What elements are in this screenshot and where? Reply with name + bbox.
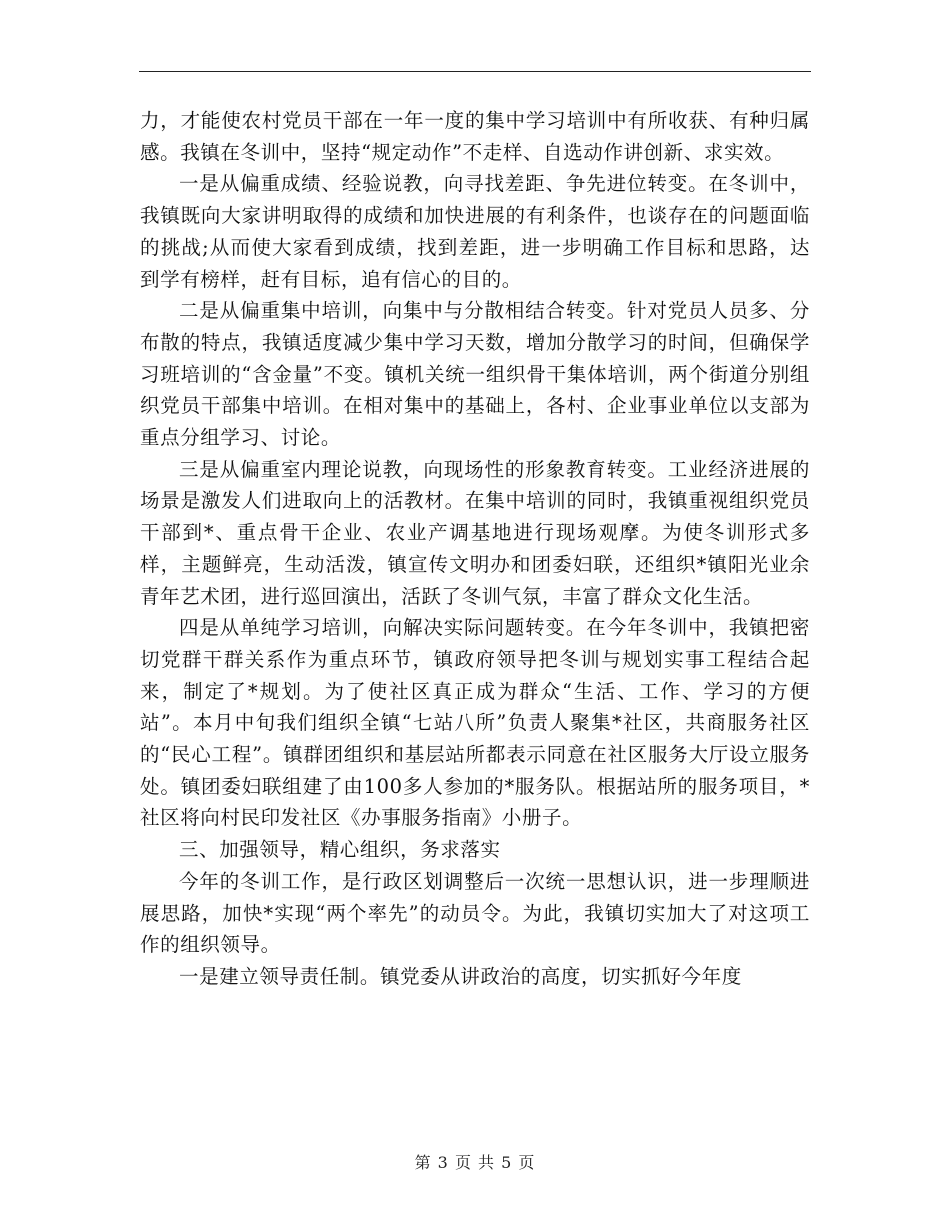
header-rule	[139, 71, 811, 72]
page-number-footer: 第 3 页 共 5 页	[414, 1153, 536, 1172]
paragraph-responsibility: 一是建立领导责任制。镇党委从讲政治的高度，切实抓好今年度	[179, 964, 742, 988]
paragraph-point-two: 二是从偏重集中培训，向集中与分散相结合转变。针对党员人员多、分布散的特点，我镇适度减少集中学习天数，增加分散学习的时间，但确保学习班培训的“含金量”不变。镇机关统一组织骨干集体培训，两个街道分别组织党员干部集中培训。在相对集中的基础上，各村、企业事业单位以支部为重点分组学习、讨论。	[140, 299, 810, 450]
paragraph-point-one: 一是从偏重成绩、经验说教，向寻找差距、争先进位转变。在冬训中，我镇既向大家讲明取得的成绩和加快进展的有利条件，也谈存在的问题面临的挑战;从而使大家看到成绩，找到差距，进一步明确工作目标和思路，达到学有榜样，赶有目标，追有信心的目的。	[140, 172, 810, 291]
document-body	[140, 105, 810, 993]
paragraph-point-three: 三是从偏重室内理论说教，向现场性的形象教育转变。工业经济进展的场景是激发人们进取向上的活教材。在集中培训的同时，我镇重视组织党员干部到*、重点骨干企业、农业产调基地进行现场观摩。为使冬训形式多样，主题鲜亮，生动活泼，镇宣传文明办和团委妇联，还组织*镇阳光业余青年艺术团，进行巡回演出，活跃了冬训气氛，丰富了群众文化生活。	[140, 457, 810, 608]
paragraph-continuation: 力，才能使农村党员干部在一年一度的集中学习培训中有所收获、有种归属感。我镇在冬训中，坚持“规定动作”不走样、自选动作讲创新、求实效。	[140, 109, 810, 164]
paragraph-section-intro: 今年的冬训工作，是行政区划调整后一次统一思想认识，进一步理顺进展思路，加快*实现“两个率先”的动员令。为此，我镇切实加大了对这项工作的组织领导。	[140, 869, 810, 957]
section-heading: 三、加强领导，精心组织，务求落实	[179, 838, 501, 862]
paragraph-point-four: 四是从单纯学习培训，向解决实际问题转变。在今年冬训中，我镇把密切党群干群关系作为重点环节，镇政府领导把冬训与规划实事工程结合起来，制定了*规划。为了使社区真正成为群众“生活、工作、学习的方便站”。本月中旬我们组织全镇“七站八所”负责人聚集*社区，共商服务社区的“民心工程”。镇群团组织和基层站所都表示同意在社区服务大厅设立服务处。镇团委妇联组建了由100多人参加的*服务队。根据站所的服务项目，*社区将向村民印发社区《办事服务指南》小册子。	[140, 616, 810, 830]
